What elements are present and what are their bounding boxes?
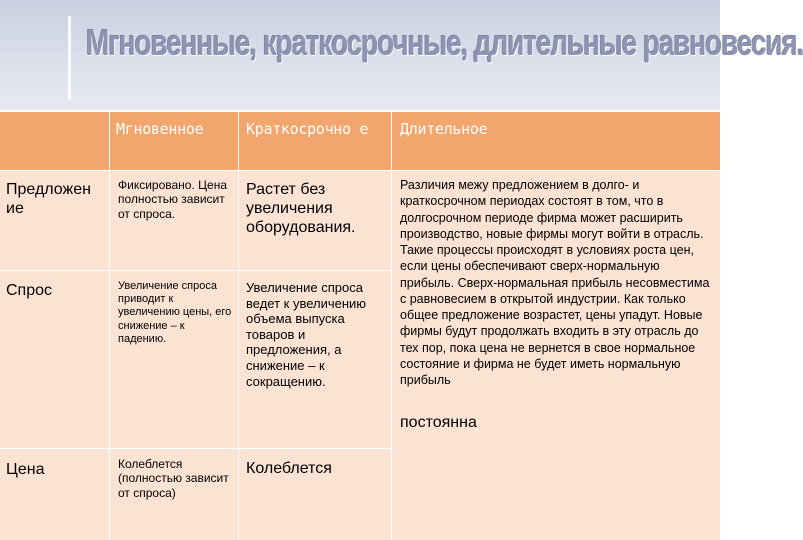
header-long-term: Длительное [400,120,488,138]
row-divider [0,170,720,171]
row-divider [0,270,391,271]
column-divider [109,112,110,540]
row-label-supply: Предложен ие [6,181,91,218]
long-term-tail: постоянна [400,414,477,431]
column-divider [391,112,392,540]
cell-supply-momentary: Фиксировано. Цена полностью зависит от спроса. [118,178,227,221]
slide-title: Мгновенные, краткосрочные, длительные равновесия. [86,22,803,63]
long-term-description: Различия межу предложением в долго- и краткосрочном периодах состоят в том, что в долгосрочном периоде фирма может расширить производство, новые фирмы могут войти в отрасль. Такие процессы происходят в условиях роста цен, если цены обеспечивают сверх-нормальную прибыль. Сверх-нормальная прибыль несовместима с равновесием в открытой индустрии. Как только общее предложение возрастет, цены упадут. Новые фирмы будут продолжать входить в эту отрасль до тех пор, пока цена не вернется в свое нормальное состояние и фирма не будет иметь нормальную прибыль [400,178,710,387]
cell-demand-momentary: Увеличение спроса приводит к увеличению цены, его снижение – к падению. [118,280,232,345]
row-divider [0,448,391,449]
column-divider [238,112,239,540]
cell-price-short: Колеблется [246,460,332,477]
cell-supply-short: Растет без увеличения оборудования. [246,181,356,237]
row-label-price: Цена [6,461,45,478]
banner-divider [68,16,71,100]
cell-demand-short: Увеличение спроса ведет к увеличению объема выпуска товаров и предложения, а снижение – к сокращению. [246,280,367,389]
header-short-term: Краткосрочно е [246,120,369,138]
header-momentary: Мгновенное [116,120,204,138]
row-label-demand: Спрос [6,282,53,299]
cell-price-momentary: Колеблется (полностью зависит от спроса) [118,457,229,500]
